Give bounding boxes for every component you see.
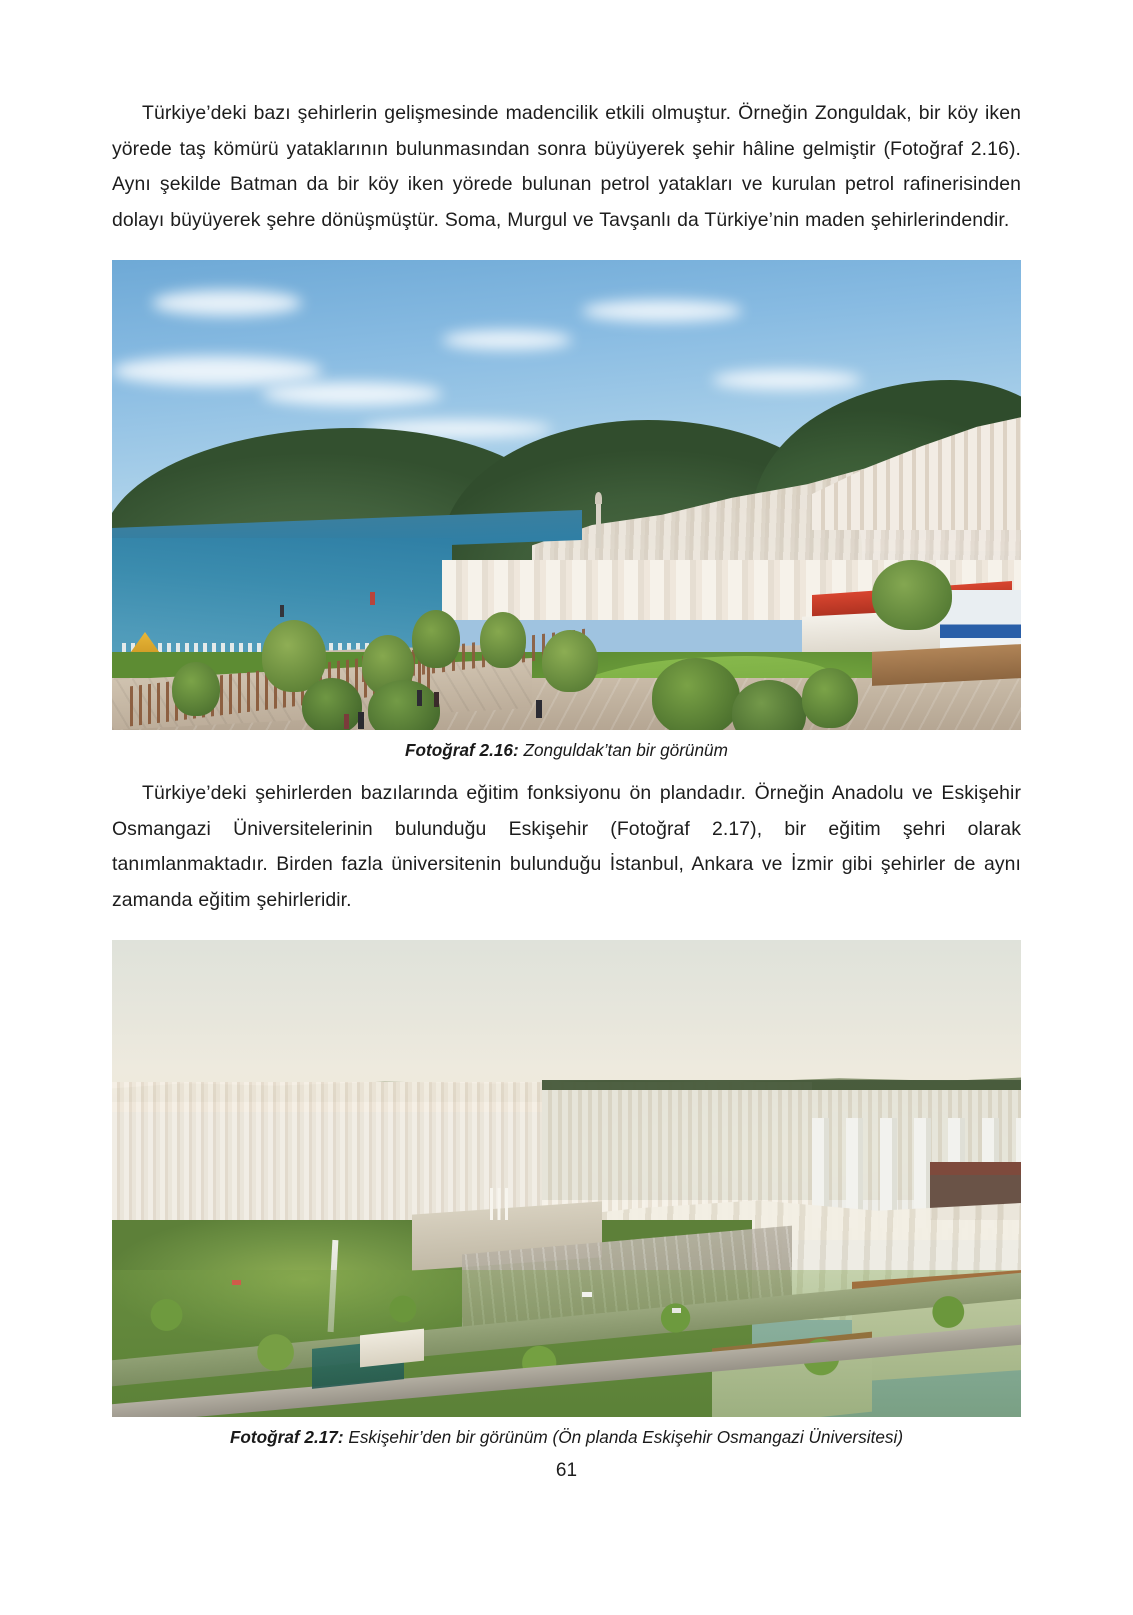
tree bbox=[172, 662, 220, 716]
small-white-building bbox=[360, 1329, 424, 1368]
photo-eskisehir bbox=[112, 940, 1021, 1417]
photo-zonguldak bbox=[112, 260, 1021, 730]
figure-2-17-caption-label: Fotoğraf 2.17: bbox=[229, 1427, 344, 1447]
minaret-cap bbox=[595, 492, 602, 504]
person bbox=[280, 605, 284, 617]
vehicle bbox=[672, 1308, 681, 1313]
person bbox=[434, 692, 439, 707]
figure-2-16 bbox=[112, 260, 1021, 761]
person bbox=[417, 690, 422, 706]
figure-2-17-caption bbox=[112, 1426, 1021, 1448]
figure-2-17-caption-text: Eskişehir’den bir görünüm (Ön planda Eskişehir Osmangazi Üniversitesi) bbox=[348, 1427, 904, 1447]
minaret-shaft bbox=[596, 500, 601, 548]
cloud-shape bbox=[262, 382, 442, 406]
person bbox=[370, 592, 375, 605]
figure-2-16-caption-label: Fotoğraf 2.16: bbox=[405, 740, 519, 760]
figure-2-16-caption bbox=[112, 739, 1021, 761]
cloud-shape bbox=[112, 356, 322, 386]
paragraph-mining-cities-text: Türkiye’deki bazı şehirlerin gelişmesinde madencilik etkili olmuştur. Örneğin Zonguldak, bir köy iken yörede taş kömürü yataklarının bulunmasından sonra büyüyerek şehir hâline gelmiştir (Fotoğraf 2.16). Aynı şekilde Batman da bir köy iken yörede bulunan petrol yatakları ve kurulan petrol rafinerisinden dolayı büyüyerek şehre dönüşmüştür. Soma, Murgul ve Tavşanlı da Türkiye’nin maden şehirlerindendir. bbox=[112, 102, 1021, 231]
tree-palm bbox=[802, 668, 858, 728]
person bbox=[536, 700, 542, 718]
cloud-shape bbox=[152, 290, 302, 316]
vehicle bbox=[232, 1280, 241, 1285]
vehicle bbox=[582, 1292, 592, 1297]
tree-palm bbox=[412, 610, 460, 668]
page-content bbox=[112, 0, 1021, 1482]
tree bbox=[542, 630, 598, 692]
monument-pylons bbox=[480, 1188, 514, 1220]
cloud-shape bbox=[442, 330, 572, 350]
person bbox=[358, 712, 364, 729]
page-number: 61 bbox=[555, 1460, 578, 1481]
person bbox=[344, 714, 349, 729]
cloud-shape bbox=[582, 300, 742, 322]
paragraph-mining-cities bbox=[112, 0, 1021, 238]
tree bbox=[872, 560, 952, 630]
tree-palm bbox=[480, 612, 526, 668]
figure-2-16-caption-text: Zonguldak’tan bir görünüm bbox=[523, 740, 728, 760]
paragraph-education-cities bbox=[112, 776, 1021, 918]
cloud-shape bbox=[712, 370, 862, 390]
figure-2-17 bbox=[112, 940, 1021, 1448]
paragraph-education-cities-text: Türkiye’deki şehirlerden bazılarında eğitim fonksiyonu ön plandadır. Örneğin Anadolu ve Eskişehir Osmangazi Üniversitelerinin bulunduğu Eskişehir (Fotoğraf 2.17), bir eğitim şehri olarak tanımlanmaktadır. Birden fazla üniversitenin bulunduğu İstanbul, Ankara ve İzmir gibi şehirler de aynı zamanda eğitim şehirleridir. bbox=[112, 782, 1021, 911]
tree bbox=[652, 658, 740, 730]
tree bbox=[302, 678, 362, 730]
